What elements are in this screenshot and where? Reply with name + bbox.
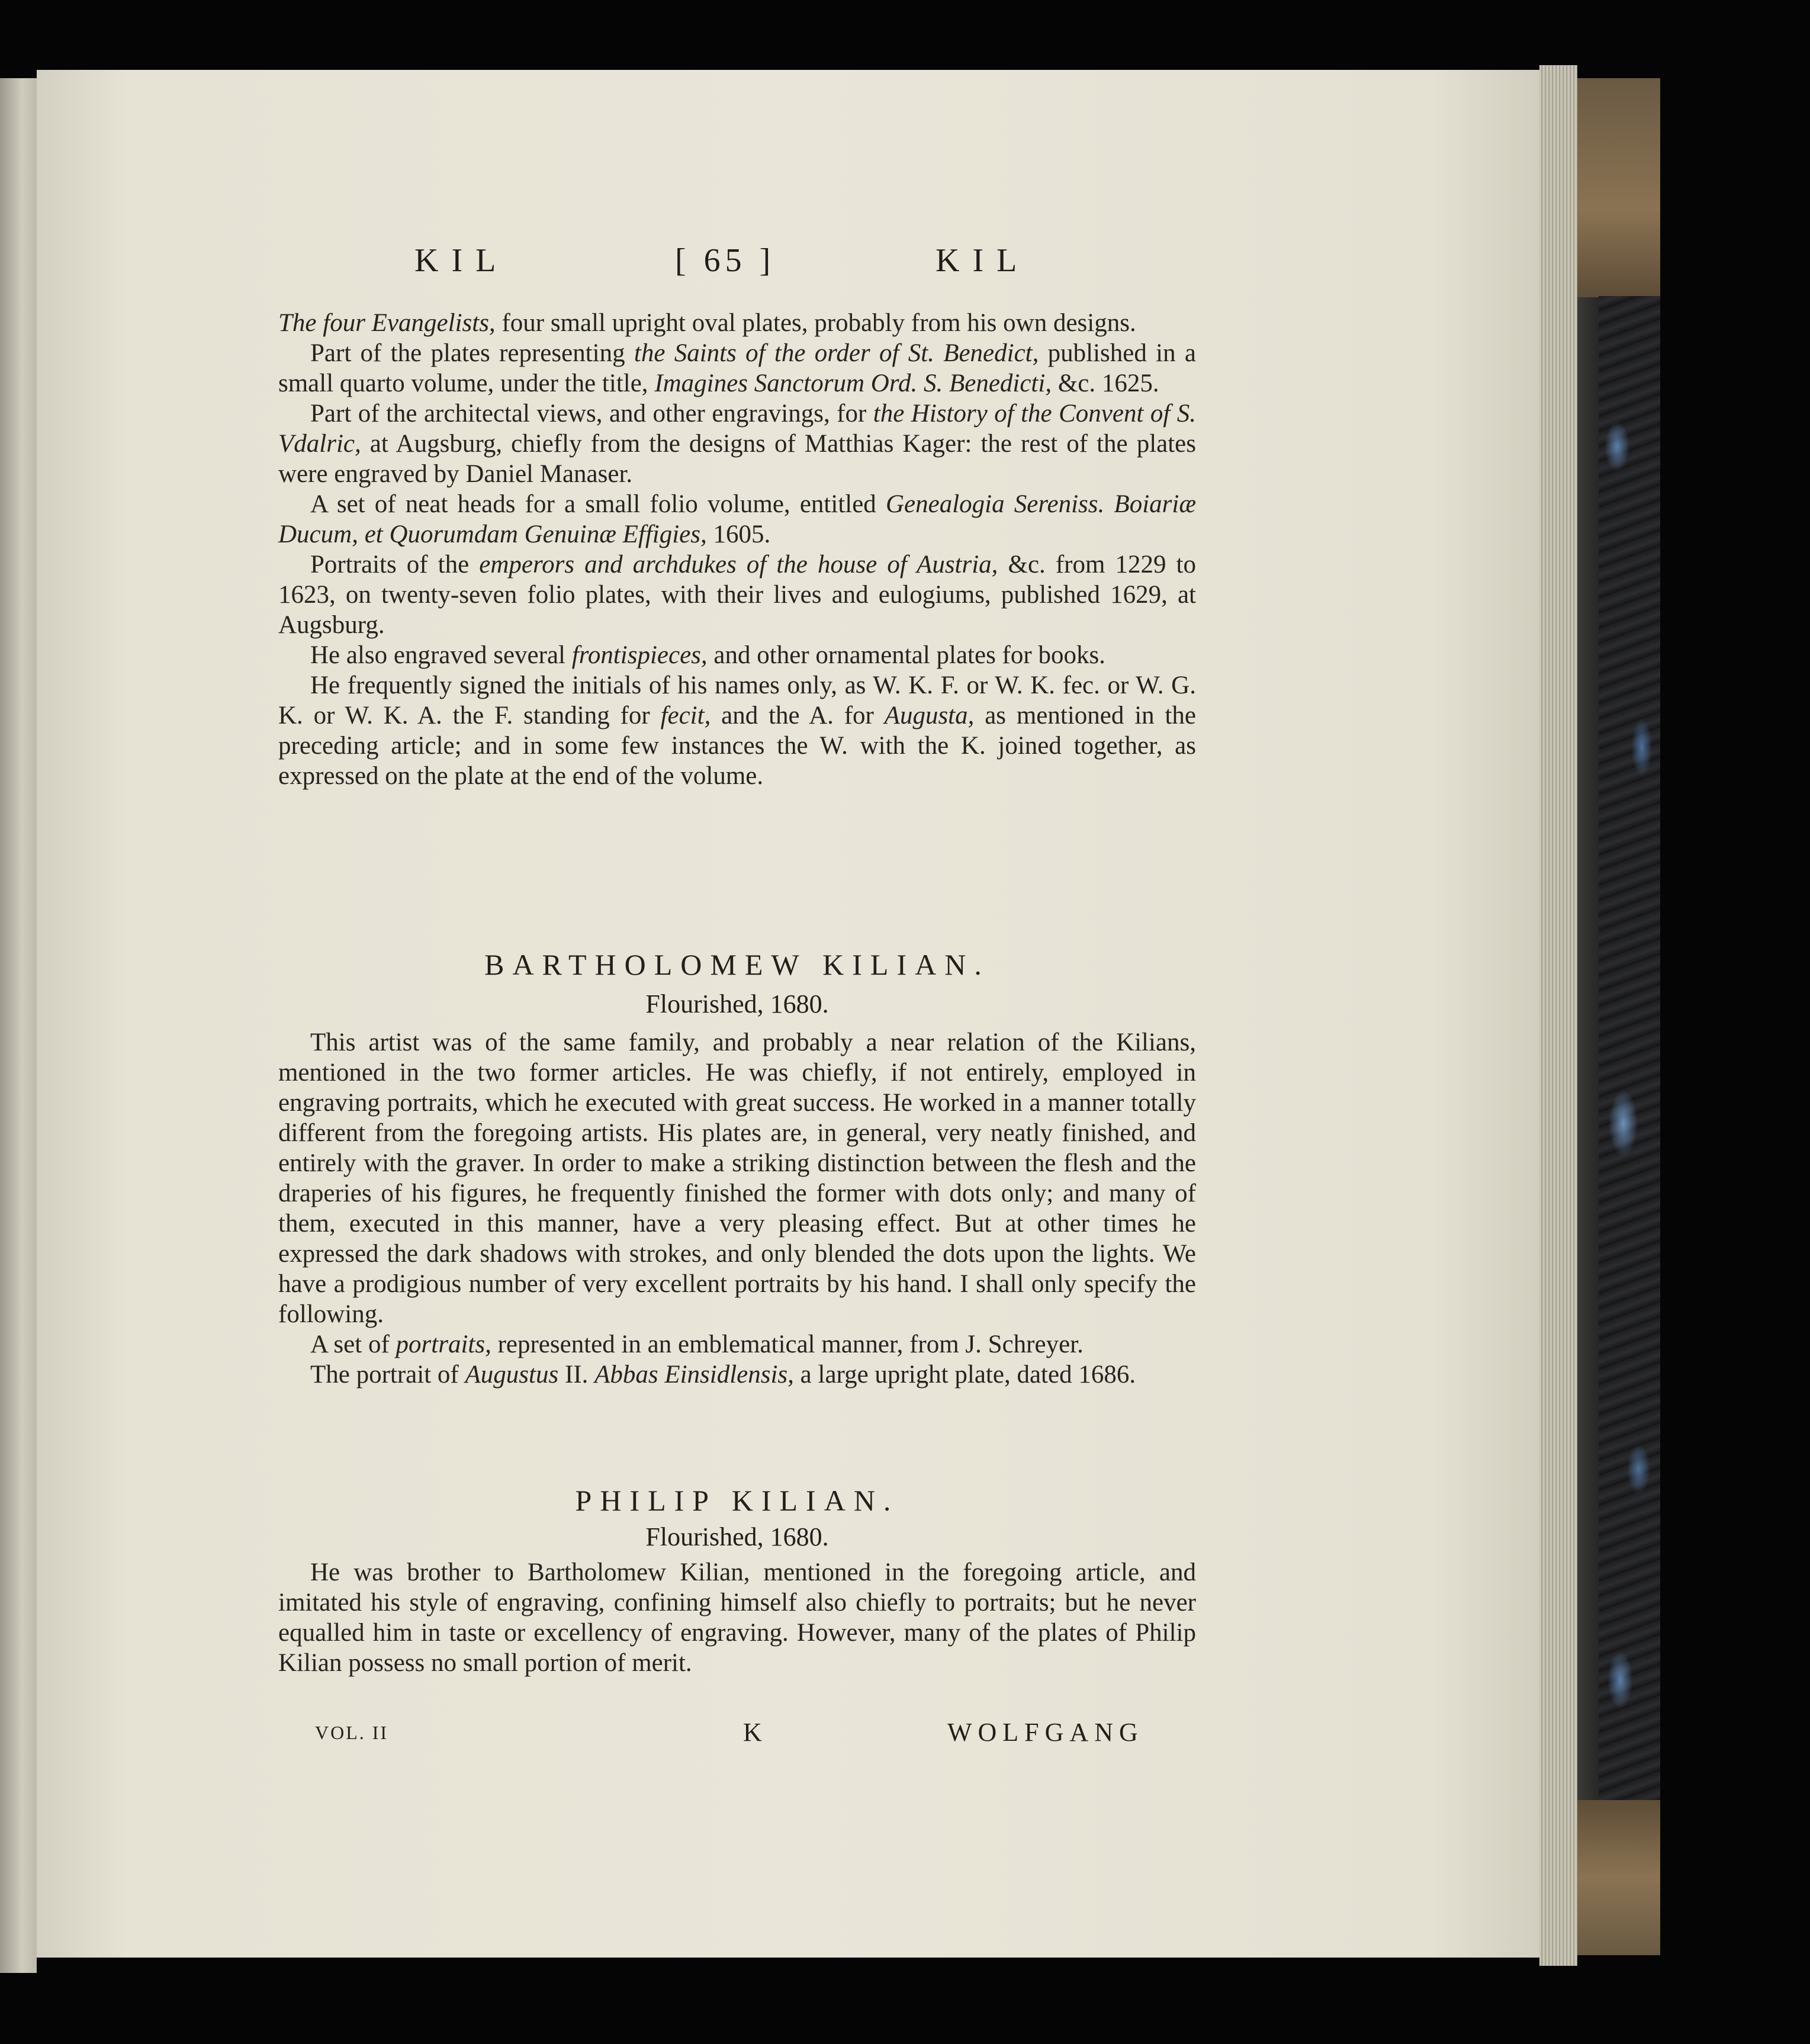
- italic-run: Imagines Sanctorum Ord. S. Benedicti,: [654, 369, 1052, 397]
- italic-run: frontispieces,: [571, 641, 708, 669]
- text-run: Part of the architectal views, and other engravings, for: [310, 400, 873, 428]
- text-run: and the A. for: [711, 702, 885, 729]
- header-left: KIL: [414, 242, 509, 279]
- page-number: [ 65 ]: [675, 242, 776, 279]
- entry-block-3: [278, 1557, 1196, 1678]
- text-run: four small upright oval plates, probably from his own designs.: [495, 309, 1136, 337]
- text-run: &c. 1625.: [1052, 369, 1159, 397]
- italic-run: the History of the Convent of S. Vdalric,: [278, 400, 1196, 458]
- signature-mark: K: [743, 1718, 762, 1747]
- section-title-bartholomew: BARTHOLOMEW KILIAN.: [484, 948, 990, 981]
- paragraph: [278, 1360, 1196, 1390]
- text-run: 1605.: [706, 520, 771, 548]
- paragraph: [278, 1027, 1196, 1329]
- section-title-philip: PHILIP KILIAN.: [575, 1484, 899, 1517]
- text-run: and other ornamental plates for books.: [707, 641, 1105, 669]
- text-run: A set of neat heads for a small folio volume, entitled: [310, 490, 886, 518]
- italic-run: Abbas Einsidlensis,: [594, 1361, 794, 1389]
- italic-run: Augusta,: [884, 702, 975, 729]
- italic-run: Augustus: [465, 1361, 559, 1389]
- italic-run: Genealogia Sereniss. Boiariæ Ducum, et Quorumdam Genuinæ Effigies,: [278, 490, 1196, 548]
- text-run: published in a small quarto volume, under the title,: [278, 339, 1196, 397]
- leather-corner-bottom: [1577, 1800, 1660, 1955]
- text-run: &c. from 1229 to 1623, on twenty-seven folio plates, with their lives and eulogiums, published 1629, at Augsburg.: [278, 551, 1196, 639]
- text-run: He also engraved several: [310, 641, 572, 669]
- page-fore-edge: [1539, 65, 1577, 1966]
- paragraph: [278, 1557, 1196, 1678]
- paragraph: [278, 670, 1196, 791]
- text-run: a large upright plate, dated 1686.: [793, 1361, 1136, 1389]
- section-subtitle-bartholomew: Flourished, 1680.: [645, 989, 829, 1018]
- header-right: KIL: [935, 242, 1030, 279]
- text-run: The portrait of: [310, 1361, 465, 1389]
- italic-run: emperors and archdukes of the house of Austria,: [479, 551, 998, 579]
- running-header: [278, 242, 1196, 283]
- italic-run: the Saints of the order of St. Benedict,: [634, 339, 1039, 367]
- section-subtitle-philip: Flourished, 1680.: [645, 1522, 829, 1551]
- catchword: WOLFGANG: [947, 1718, 1144, 1747]
- text-run: This artist was of the same family, and probably a near relation of the Kilians, mentioned in the two former articles. He was chiefly, if not entirely, employed in engraving portraits, which he executed with great success. He worked in a manner totally different from the foregoing artists. His plates are, in general, very neatly finished, and entirely with the graver. In order to make a striking distinction between the flesh and the draperies of his figures, he frequently finished the former with dots only; and many of them, executed in this manner, have a very pleasing effect. But at other times he expressed the dark shadows with strokes, and only blended the dots upon the lights. We have a prodigious number of very excellent portraits by his hand. I shall only specify the following.: [278, 1029, 1196, 1328]
- text-run: Part of the plates representing: [310, 339, 634, 367]
- entry-block-2: [278, 1027, 1196, 1390]
- text-run: at Augsburg, chiefly from the designs of Matthias Kager: the rest of the plates were engraved by Daniel Manaser.: [278, 430, 1196, 488]
- italic-run: The four Evangelists,: [278, 309, 496, 337]
- text-run: Portraits of the: [310, 551, 480, 579]
- left-page-edge: [0, 78, 37, 1973]
- text-run: He frequently signed the initials of his names only, as W. K. F. or W. K. fec. or W. G. K. or W. K. A. the F. standing for: [278, 671, 1196, 729]
- italic-run: fecit,: [660, 702, 711, 729]
- paragraph: [278, 308, 1196, 338]
- page-footer: [278, 1717, 1196, 1753]
- paragraph: [278, 640, 1196, 670]
- italic-run: portraits,: [396, 1330, 491, 1358]
- paragraph: [278, 549, 1196, 640]
- entry-block-1: [278, 308, 1196, 791]
- paragraph: [278, 489, 1196, 549]
- text-run: as mentioned in the preceding article; and in some few instances the W. with the K. joined together, as expressed on the plate at the end of the volume.: [278, 702, 1197, 790]
- leather-corner-top: [1577, 78, 1660, 297]
- text-run: He was brother to Bartholomew Kilian, mentioned in the foregoing article, and imitated his style of engraving, confining himself also chiefly to portraits; but he never equalled him in taste or excellency of engraving. However, many of the plates of Philip Kilian possess no small portion of merit.: [278, 1558, 1196, 1677]
- volume-label: VOL. II: [315, 1722, 389, 1743]
- text-run: represented in an emblematical manner, from J. Schreyer.: [491, 1330, 1084, 1358]
- paragraph: [278, 338, 1196, 398]
- paragraph: [278, 1329, 1196, 1360]
- paragraph: [278, 398, 1196, 489]
- text-run: II.: [558, 1361, 595, 1389]
- text-run: A set of: [310, 1330, 396, 1358]
- marbled-paper-cover: [1599, 296, 1660, 1800]
